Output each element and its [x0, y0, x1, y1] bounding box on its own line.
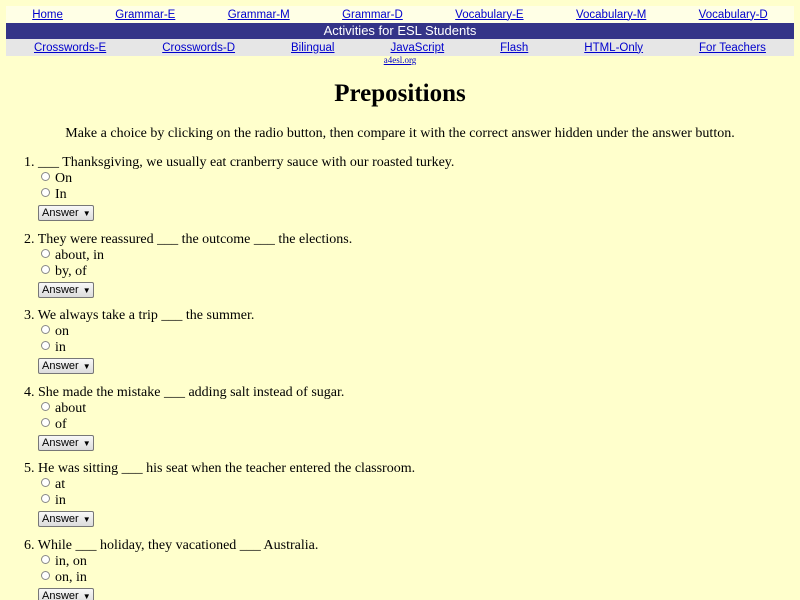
radio-button[interactable]: [41, 555, 50, 564]
radio-button[interactable]: [41, 341, 50, 350]
radio-button[interactable]: [41, 265, 50, 274]
radio-button[interactable]: [41, 418, 50, 427]
option-label: In: [55, 187, 67, 202]
radio-button[interactable]: [41, 172, 50, 181]
question-4: [24, 384, 344, 451]
caret-down-icon: ▼: [82, 514, 91, 524]
answer-dropdown[interactable]: [38, 511, 94, 527]
nav-link-crosswords-d[interactable]: Crosswords-D: [162, 41, 236, 54]
nav-bottom: [6, 39, 794, 56]
answer-dropdown[interactable]: [38, 205, 94, 221]
caret-down-icon: ▼: [82, 438, 91, 448]
question-text: 4. She made the mistake ___ adding salt instead of sugar.: [24, 385, 345, 400]
option-label: on, in: [55, 570, 87, 585]
nav-link-html-only[interactable]: HTML-Only: [584, 41, 644, 54]
question-text: 3. We always take a trip ___ the summer.: [24, 308, 255, 323]
answer-option[interactable]: [41, 417, 344, 433]
nav-link-javascript[interactable]: JavaScript: [390, 41, 445, 54]
radio-button[interactable]: [41, 325, 50, 334]
instructions: Make a choice by clicking on the radio button, then compare it with the correct answer hidden under the answer button.: [65, 126, 735, 141]
answer-dropdown[interactable]: [38, 358, 94, 374]
question-2: [24, 231, 352, 298]
radio-button[interactable]: [41, 494, 50, 503]
radio-button[interactable]: [41, 188, 50, 197]
nav-link-bilingual[interactable]: Bilingual: [291, 41, 335, 54]
answer-option[interactable]: [41, 570, 318, 586]
nav-link-crosswords-e[interactable]: Crosswords-E: [33, 41, 107, 54]
answer-label: Answer: [42, 590, 79, 600]
answer-option[interactable]: [41, 187, 454, 203]
nav-link-grammar-e[interactable]: Grammar-E: [115, 8, 176, 21]
nav-link-grammar-m[interactable]: Grammar-M: [227, 8, 290, 21]
option-label: in, on: [55, 554, 87, 569]
nav-link-vocabulary-e[interactable]: Vocabulary-E: [455, 8, 524, 21]
question-text: 1. ___ Thanksgiving, we usually eat cranberry sauce with our roasted turkey.: [24, 155, 455, 170]
caret-down-icon: ▼: [82, 285, 91, 295]
option-label: on: [55, 324, 69, 339]
page-title: Prepositions: [334, 80, 466, 107]
radio-button[interactable]: [41, 478, 50, 487]
option-label: of: [55, 417, 67, 432]
question-6: [24, 537, 318, 600]
answer-dropdown[interactable]: [38, 588, 94, 600]
nav-link-grammar-d[interactable]: Grammar-D: [342, 8, 403, 21]
answer-option[interactable]: [41, 264, 352, 280]
nav-top: [6, 6, 794, 23]
site-link[interactable]: a4esl.org: [383, 55, 417, 65]
caret-down-icon: ▼: [82, 361, 91, 371]
answer-option[interactable]: [41, 493, 415, 509]
nav-link-vocabulary-d[interactable]: Vocabulary-D: [698, 8, 768, 21]
option-label: by, of: [55, 264, 87, 279]
question-1: [24, 154, 454, 221]
option-label: about, in: [55, 248, 104, 263]
answer-option[interactable]: [41, 340, 254, 356]
answer-option[interactable]: [41, 477, 415, 493]
option-label: in: [55, 340, 66, 355]
answer-label: Answer: [42, 513, 79, 525]
caret-down-icon: ▼: [82, 208, 91, 218]
radio-button[interactable]: [41, 571, 50, 580]
nav-link-for-teachers[interactable]: For Teachers: [699, 41, 766, 54]
question-text: 6. While ___ holiday, they vacationed ___ Australia.: [24, 538, 319, 553]
answer-option[interactable]: [41, 324, 254, 340]
answer-label: Answer: [42, 360, 79, 372]
answer-dropdown[interactable]: [38, 282, 94, 298]
site-banner: Activities for ESL Students: [6, 23, 794, 39]
answer-label: Answer: [42, 207, 79, 219]
question-5: [24, 460, 415, 527]
option-label: in: [55, 493, 66, 508]
option-label: at: [55, 477, 66, 492]
caret-down-icon: ▼: [82, 591, 91, 600]
option-label: On: [55, 171, 73, 186]
nav-link-vocabulary-m[interactable]: Vocabulary-M: [575, 8, 647, 21]
answer-label: Answer: [42, 284, 79, 296]
answer-dropdown[interactable]: [38, 435, 94, 451]
radio-button[interactable]: [41, 402, 50, 411]
answer-option[interactable]: [41, 171, 454, 187]
radio-button[interactable]: [41, 249, 50, 258]
answer-label: Answer: [42, 437, 79, 449]
nav-link-flash[interactable]: Flash: [500, 41, 529, 54]
site-link-wrap: [0, 55, 800, 65]
answer-option[interactable]: [41, 401, 344, 417]
question-text: 5. He was sitting ___ his seat when the teacher entered the classroom.: [24, 461, 416, 476]
option-label: about: [55, 401, 87, 416]
answer-option[interactable]: [41, 248, 352, 264]
question-text: 2. They were reassured ___ the outcome ___ the elections.: [24, 232, 353, 247]
question-3: [24, 307, 254, 374]
answer-option[interactable]: [41, 554, 318, 570]
nav-link-home[interactable]: Home: [32, 8, 63, 21]
